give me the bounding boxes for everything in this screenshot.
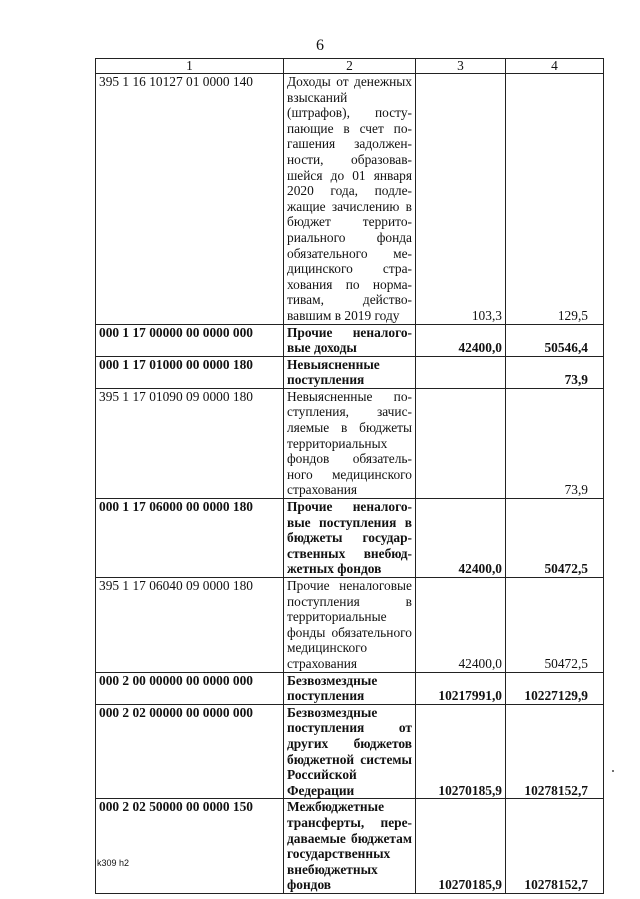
value-col4-cell: 129,5 bbox=[506, 74, 604, 325]
code-cell: 395 1 17 01090 09 0000 180 bbox=[96, 388, 284, 498]
code-cell: 395 1 16 10127 01 0000 140 bbox=[96, 74, 284, 325]
value-col4-cell: 10227129,9 bbox=[506, 672, 604, 704]
table-row bbox=[96, 74, 604, 325]
footer-code: k309 h2 bbox=[97, 858, 130, 868]
code-cell: 000 2 02 50000 00 0000 150 bbox=[96, 799, 284, 894]
name-cell: Безвозмездные поступления от других бюджетов бюджетной системы Российской Федерации bbox=[284, 704, 416, 799]
name-cell: Прочие неналоговые поступления в бюджеты государственных внебюджетных фондов bbox=[284, 499, 416, 578]
code-cell: 000 2 00 00000 00 0000 000 bbox=[96, 672, 284, 704]
column-header: 1 bbox=[96, 59, 284, 74]
value-col3-cell: 10217991,0 bbox=[416, 672, 506, 704]
column-header: 4 bbox=[506, 59, 604, 74]
scan-speck bbox=[612, 770, 614, 772]
code-cell: 395 1 17 06040 09 0000 180 bbox=[96, 578, 284, 673]
value-col3-cell: 103,3 bbox=[416, 74, 506, 325]
table-row bbox=[96, 704, 604, 799]
name-cell: Безвозмездные поступления bbox=[284, 672, 416, 704]
name-cell: Прочие неналоговые поступления в территориальные фонды обязательного медицинского страхования bbox=[284, 578, 416, 673]
page-number: 6 bbox=[316, 37, 324, 54]
value-col3-cell: 42400,0 bbox=[416, 324, 506, 356]
value-col4-cell: 10278152,7 bbox=[506, 704, 604, 799]
table-row bbox=[96, 799, 604, 894]
name-cell: Доходы от денежных взысканий (штрафов), поступающие в счет погашения задолженности, образовавшейся до 01 января 2020 года, подлежащие зачислению в бюджет территориального фонда обязательного медицинского страхования по нормативам, действовавшим в 2019 году bbox=[284, 74, 416, 325]
value-col3-cell bbox=[416, 356, 506, 388]
table-row bbox=[96, 388, 604, 498]
code-cell: 000 1 17 00000 00 0000 000 bbox=[96, 324, 284, 356]
column-header: 2 bbox=[284, 59, 416, 74]
value-col4-cell: 10278152,7 bbox=[506, 799, 604, 894]
name-cell: Межбюджетные трансферты, передаваемые бюджетам государственных внебюджетных фондов bbox=[284, 799, 416, 894]
budget-table bbox=[95, 58, 604, 894]
value-col4-cell: 50546,4 bbox=[506, 324, 604, 356]
value-col4-cell: 73,9 bbox=[506, 388, 604, 498]
value-col3-cell: 10270185,9 bbox=[416, 799, 506, 894]
value-col4-cell: 50472,5 bbox=[506, 578, 604, 673]
name-cell: Прочие неналоговые доходы bbox=[284, 324, 416, 356]
table-row bbox=[96, 578, 604, 673]
name-cell: Невыясненные поступления bbox=[284, 356, 416, 388]
table-row bbox=[96, 499, 604, 578]
value-col4-cell: 73,9 bbox=[506, 356, 604, 388]
table-header-row bbox=[96, 59, 604, 74]
table-row bbox=[96, 356, 604, 388]
name-cell: Невыясненные поступления, зачисляемые в бюджеты территориальных фондов обязательного медицинского страхования bbox=[284, 388, 416, 498]
code-cell: 000 1 17 01000 00 0000 180 bbox=[96, 356, 284, 388]
code-cell: 000 2 02 00000 00 0000 000 bbox=[96, 704, 284, 799]
table-row bbox=[96, 324, 604, 356]
value-col3-cell: 42400,0 bbox=[416, 499, 506, 578]
code-cell: 000 1 17 06000 00 0000 180 bbox=[96, 499, 284, 578]
value-col3-cell: 10270185,9 bbox=[416, 704, 506, 799]
value-col3-cell: 42400,0 bbox=[416, 578, 506, 673]
value-col3-cell bbox=[416, 388, 506, 498]
column-header: 3 bbox=[416, 59, 506, 74]
value-col4-cell: 50472,5 bbox=[506, 499, 604, 578]
table-row bbox=[96, 672, 604, 704]
